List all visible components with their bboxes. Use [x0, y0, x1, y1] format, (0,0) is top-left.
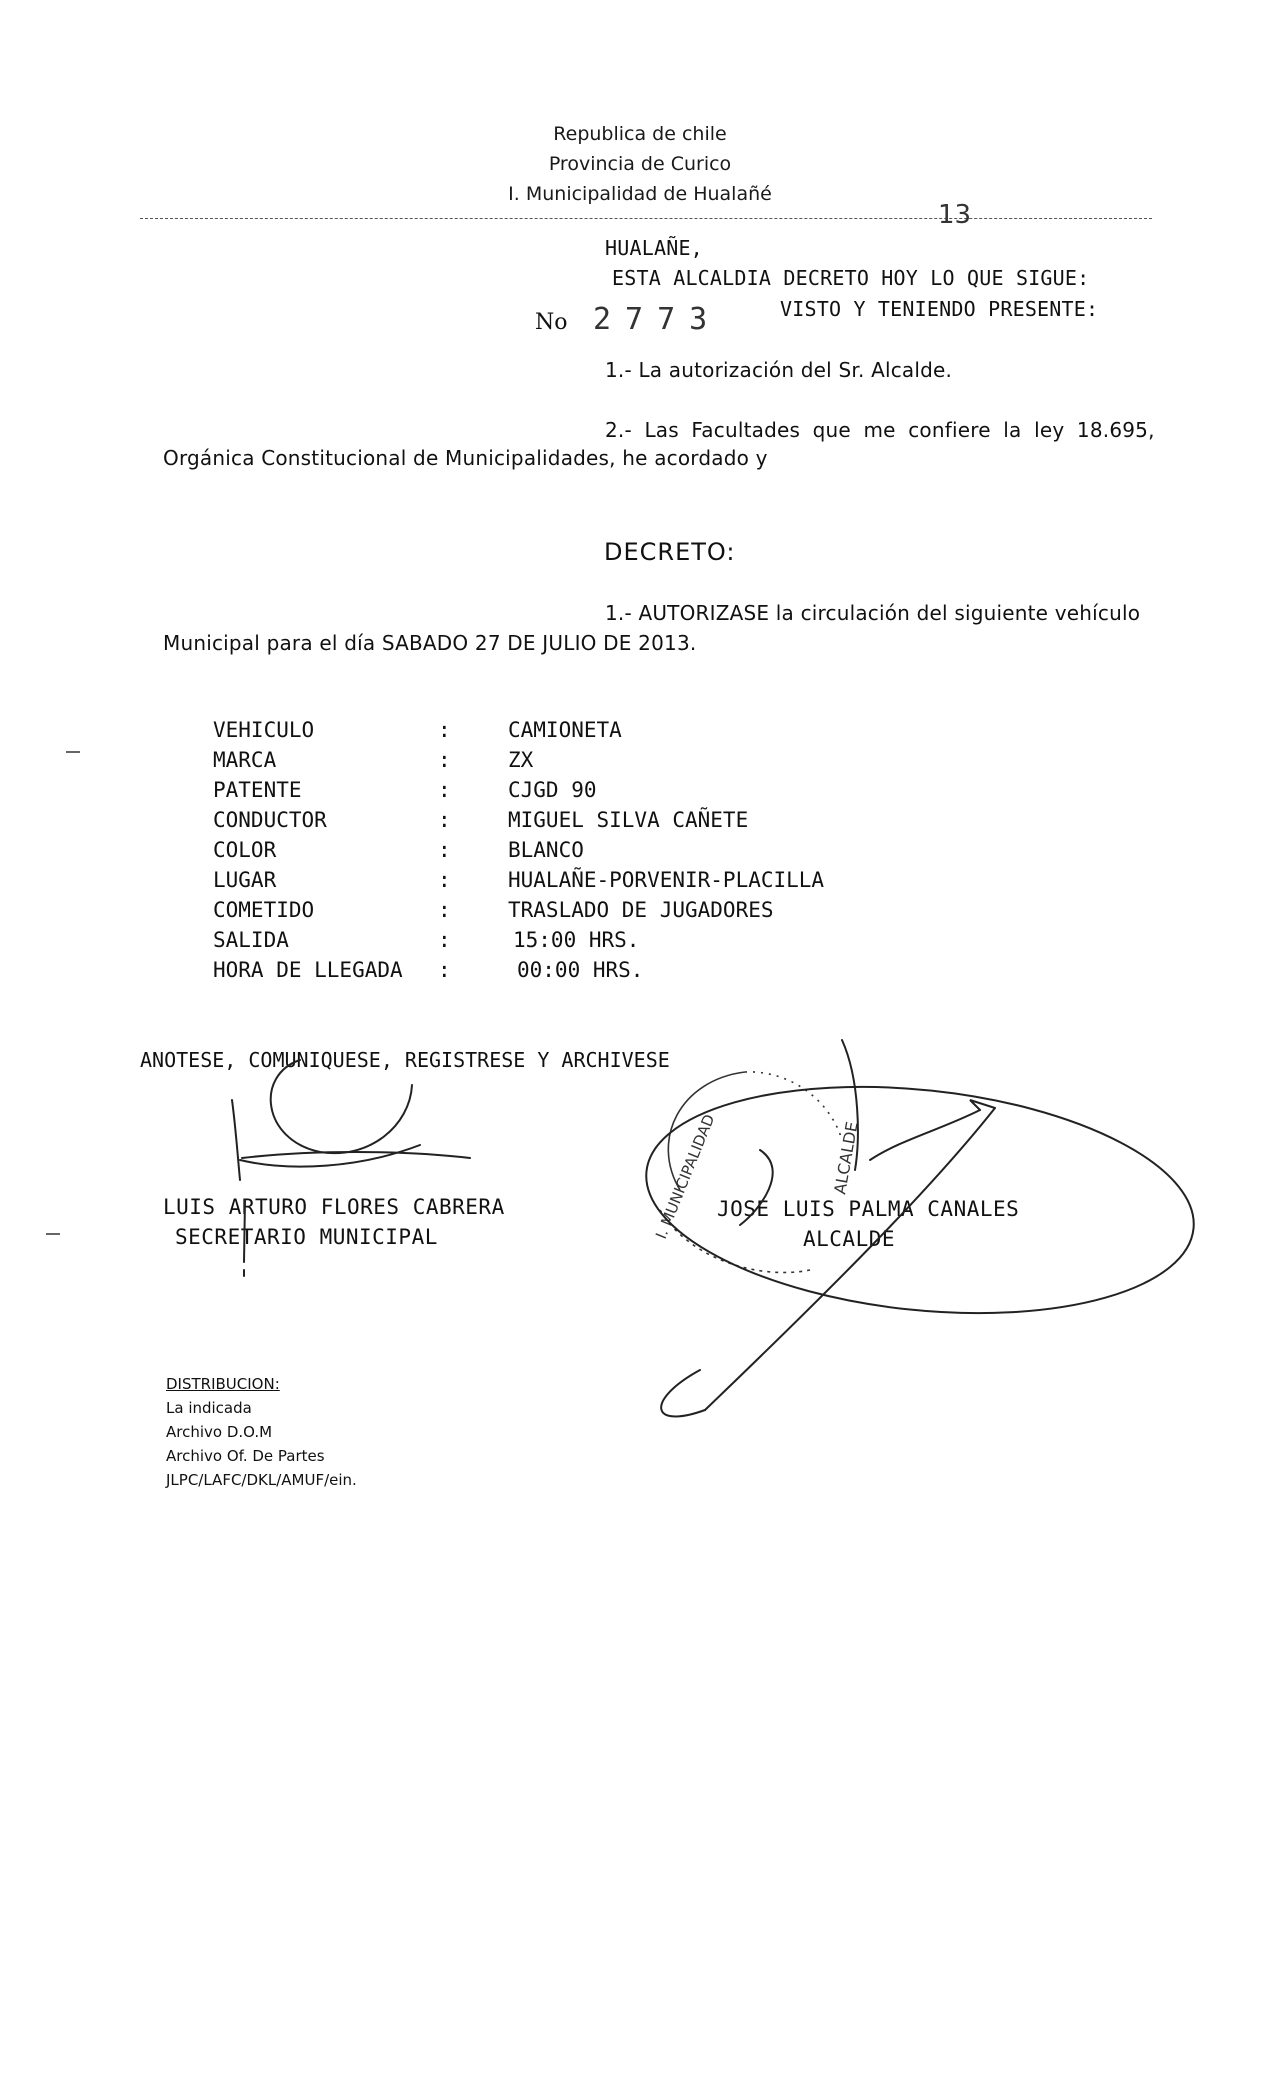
vehicle-value: CJGD 90	[508, 778, 597, 802]
vehicle-separator: :	[438, 808, 451, 832]
vehicle-value: MIGUEL SILVA CAÑETE	[508, 808, 749, 832]
distribution-item: La indicada	[166, 1399, 252, 1417]
vehicle-value: 00:00 HRS.	[517, 958, 644, 982]
distribution-title: DISTRIBUCION:	[166, 1375, 280, 1393]
distribution-item: JLPC/LAFC/DKL/AMUF/ein.	[166, 1471, 357, 1489]
header-province: Provincia de Curico	[548, 153, 732, 175]
vehicle-value: HUALAÑE-PORVENIR-PLACILLA	[508, 868, 825, 892]
vehicle-label: COMETIDO	[213, 898, 315, 922]
number-prefix: No	[535, 310, 568, 335]
vehicle-label: LUGAR	[213, 868, 277, 892]
header-municipality: I. Municipalidad de Hualañé	[508, 183, 772, 205]
decree-statement: ESTA ALCALDIA DECRETO HOY LO QUE SIGUE:	[612, 266, 1090, 290]
vehicle-label: COLOR	[213, 838, 277, 862]
seal-text: ALCALDE	[830, 1120, 862, 1196]
vehicle-label: MARCA	[213, 748, 277, 772]
vehicle-value: 15:00 HRS.	[513, 928, 640, 952]
mayor-name: JOSE LUIS PALMA CANALES	[717, 1197, 1020, 1221]
mayor-signature	[635, 1040, 1205, 1416]
vehicle-label: SALIDA	[213, 928, 289, 952]
vehicle-separator: :	[438, 838, 451, 862]
vehicle-value: TRASLADO DE JUGADORES	[508, 898, 774, 922]
decree-number: 2773	[593, 302, 722, 337]
seal-text: I. MUNICIPALIDAD	[652, 1111, 719, 1242]
vehicle-label: VEHICULO	[213, 718, 315, 742]
vehicle-separator: :	[438, 748, 451, 772]
distribution-item: Archivo Of. De Partes	[166, 1447, 325, 1465]
vehicle-separator: :	[438, 898, 451, 922]
visto-heading: VISTO Y TENIENDO PRESENTE:	[780, 297, 1099, 321]
vehicle-separator: :	[438, 958, 451, 982]
city-heading: HUALAÑE,	[605, 236, 703, 260]
vehicle-separator: :	[438, 718, 451, 742]
decree-line-2: Municipal para el día SABADO 27 DE JULIO DE 2013.	[163, 631, 697, 655]
vehicle-value: CAMIONETA	[508, 718, 622, 742]
vehicle-separator: :	[438, 778, 451, 802]
vehicle-separator: :	[438, 868, 451, 892]
vehicle-label: HORA DE LLEGADA	[213, 958, 403, 982]
distribution-item: Archivo D.O.M	[166, 1423, 273, 1441]
vehicle-value: ZX	[508, 748, 534, 772]
consideration-2-line2: Orgánica Constitucional de Municipalidades, he acordado y	[163, 446, 768, 470]
vehicle-label: CONDUCTOR	[213, 808, 327, 832]
secretary-name: LUIS ARTURO FLORES CABRERA	[163, 1195, 505, 1219]
header-republic: Republica de chile	[553, 123, 727, 145]
decree-line-1: 1.- AUTORIZASE la circulación del siguiente vehículo	[605, 601, 1141, 625]
decree-title: DECRETO:	[604, 538, 736, 566]
header-stamp-mark: 13	[938, 200, 972, 230]
closing-formula: ANOTESE, COMUNIQUESE, REGISTRESE Y ARCHIVESE	[140, 1048, 670, 1072]
vehicle-label: PATENTE	[213, 778, 302, 802]
consideration-2-line1: 2.- Las Facultades que me confiere la ley 18.695,	[605, 418, 1155, 442]
consideration-1: 1.- La autorización del Sr. Alcalde.	[605, 358, 953, 382]
vehicle-separator: :	[438, 928, 451, 952]
vehicle-value: BLANCO	[508, 838, 584, 862]
header-divider	[140, 218, 1152, 219]
secretary-title: SECRETARIO MUNICIPAL	[175, 1225, 438, 1249]
mayor-title: ALCALDE	[803, 1227, 896, 1251]
